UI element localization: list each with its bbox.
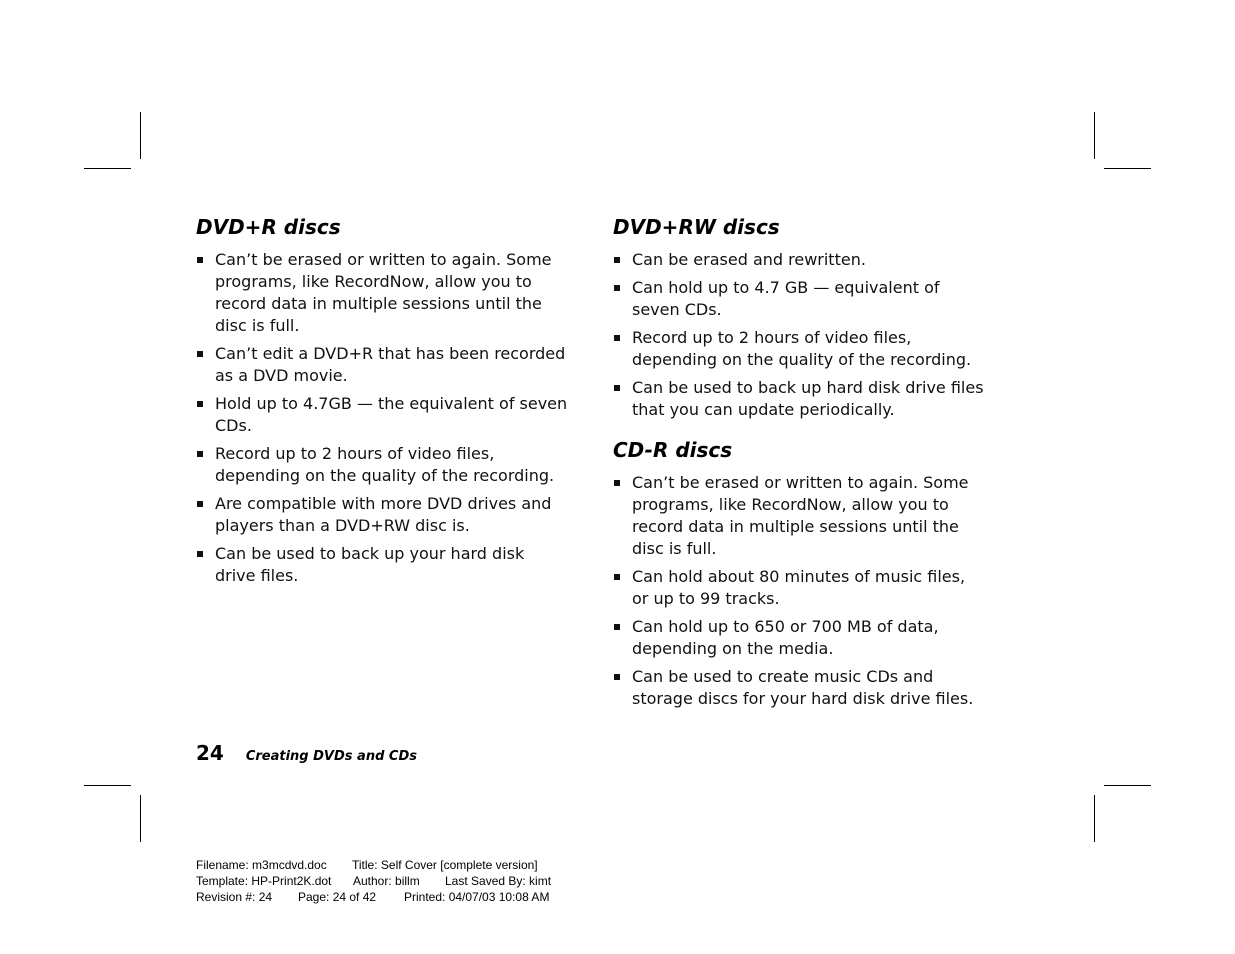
list-item-text: Can’t be erased or written to again. Some programs, like RecordNow, allow you to record data in multiple sessions until the disc is full. (632, 473, 969, 558)
running-title: Creating DVDs and CDs (245, 749, 417, 764)
square-bullet-icon (614, 257, 620, 263)
list-item-text: Are compatible with more DVD drives and players than a DVD+RW disc is. (215, 494, 552, 535)
cd-r-list (613, 472, 985, 710)
dvd-rw-section (613, 212, 985, 421)
crop-mark-bottom-left-vertical (140, 795, 141, 842)
dvd-r-heading: DVD+R discs (196, 215, 341, 239)
crop-mark-top-left-vertical (140, 112, 141, 159)
cd-r-section (613, 435, 985, 710)
metadata-printed: Printed: 04/07/03 10:08 AM (404, 890, 550, 904)
list-item (613, 566, 985, 610)
list-item-text: Can be used to back up your hard disk drive files. (215, 544, 525, 585)
left-column (196, 212, 568, 593)
square-bullet-icon (614, 624, 620, 630)
square-bullet-icon (197, 401, 203, 407)
square-bullet-icon (197, 451, 203, 457)
list-item (196, 343, 568, 387)
square-bullet-icon (197, 257, 203, 263)
list-item-text: Can hold up to 650 or 700 MB of data, depending on the media. (632, 617, 939, 658)
list-item (613, 472, 985, 560)
square-bullet-icon (614, 385, 620, 391)
dvd-r-list (196, 249, 568, 587)
square-bullet-icon (614, 335, 620, 341)
list-item-text: Can’t be erased or written to again. Some programs, like RecordNow, allow you to record data in multiple sessions until the disc is full. (215, 250, 552, 335)
list-item-text: Can be used to back up hard disk drive files that you can update periodically. (632, 378, 984, 419)
dvd-rw-heading: DVD+RW discs (613, 215, 780, 239)
list-item (196, 249, 568, 337)
square-bullet-icon (614, 574, 620, 580)
square-bullet-icon (197, 501, 203, 507)
list-item (613, 666, 985, 710)
dvd-r-section (196, 212, 568, 587)
list-item (196, 443, 568, 487)
page-footer (196, 741, 417, 767)
list-item (613, 616, 985, 660)
document-metadata (196, 857, 551, 905)
square-bullet-icon (614, 674, 620, 680)
metadata-row (196, 857, 551, 873)
metadata-template: Template: HP-Print2K.dot (196, 874, 332, 888)
metadata-title: Title: Self Cover [complete version] (352, 858, 538, 872)
crop-mark-top-right-vertical (1094, 112, 1095, 159)
crop-mark-top-left-horizontal (84, 168, 131, 169)
cd-r-heading: CD-R discs (613, 438, 733, 462)
crop-mark-bottom-right-horizontal (1104, 785, 1151, 786)
page-number: 24 (196, 741, 224, 765)
metadata-last-saved-by: Last Saved By: kimt (445, 874, 552, 888)
list-item (196, 543, 568, 587)
list-item-text: Record up to 2 hours of video files, depending on the quality of the recording. (215, 444, 555, 485)
metadata-author: Author: billm (353, 874, 420, 888)
list-item-text: Can be erased and rewritten. (632, 250, 866, 269)
metadata-row (196, 873, 551, 889)
list-item-text: Hold up to 4.7GB — the equivalent of seven CDs. (215, 394, 568, 435)
list-item-text: Can hold up to 4.7 GB — equivalent of seven CDs. (632, 278, 940, 319)
square-bullet-icon (614, 480, 620, 486)
square-bullet-icon (197, 551, 203, 557)
metadata-filename: Filename: m3mcdvd.doc (196, 858, 327, 872)
metadata-row (196, 889, 551, 905)
crop-mark-bottom-right-vertical (1094, 795, 1095, 842)
list-item-text: Record up to 2 hours of video files, depending on the quality of the recording. (632, 328, 972, 369)
metadata-page: Page: 24 of 42 (298, 890, 377, 904)
list-item (196, 393, 568, 437)
square-bullet-icon (197, 351, 203, 357)
metadata-revision: Revision #: 24 (196, 890, 273, 904)
list-item-text: Can hold about 80 minutes of music files, or up to 99 tracks. (632, 567, 966, 608)
dvd-rw-list (613, 249, 985, 421)
list-item (613, 277, 985, 321)
list-item (613, 377, 985, 421)
list-item (613, 249, 985, 271)
crop-mark-top-right-horizontal (1104, 168, 1151, 169)
square-bullet-icon (614, 285, 620, 291)
right-column (613, 212, 985, 716)
list-item (196, 493, 568, 537)
list-item-text: Can be used to create music CDs and storage discs for your hard disk drive files. (632, 667, 974, 708)
list-item-text: Can’t edit a DVD+R that has been recorded as a DVD movie. (215, 344, 566, 385)
crop-mark-bottom-left-horizontal (84, 785, 131, 786)
list-item (613, 327, 985, 371)
